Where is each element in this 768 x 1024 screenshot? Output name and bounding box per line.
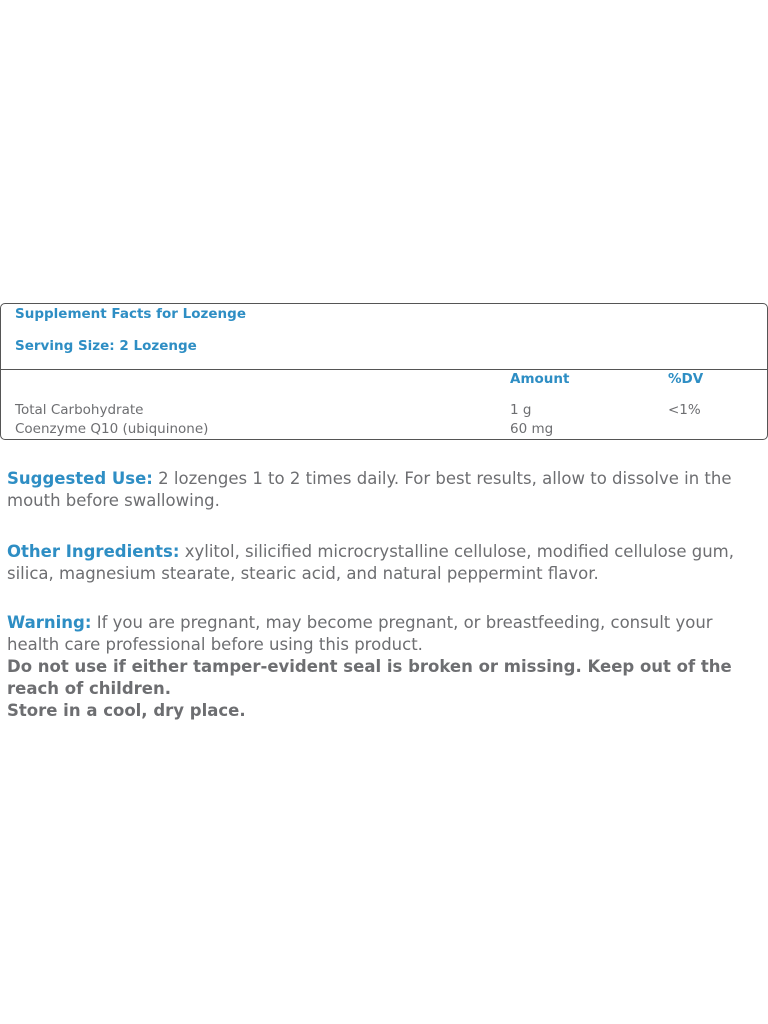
storage-notice: Store in a cool, dry place. [7, 701, 246, 720]
supplement-facts-title: Supplement Facts for Lozenge [15, 306, 246, 322]
nutrient-amount: 60 mg [510, 421, 554, 437]
facts-row-total-carbohydrate [1, 402, 767, 422]
suggested-use-label: Suggested Use: [7, 469, 153, 488]
supplement-facts-panel [0, 303, 768, 440]
suggested-use-text: 2 lozenges 1 to 2 times daily. For best results, allow to dissolve in the mouth before swallowing. [7, 469, 732, 510]
dv-column-header: %DV [668, 371, 704, 387]
other-ingredients-text: xylitol, silicified microcrystalline cellulose, modified cellulose gum, silica, magnesium stearate, stearic acid, and natural peppermint flavor. [7, 542, 734, 583]
warning-label: Warning: [7, 613, 92, 632]
supplement-facts-header [1, 304, 767, 370]
other-ingredients-label: Other Ingredients: [7, 542, 180, 561]
suggested-use-section [7, 468, 765, 512]
other-ingredients-section [7, 541, 765, 585]
nutrient-dv: <1% [668, 402, 701, 418]
amount-column-header: Amount [510, 371, 570, 387]
nutrient-name: Coenzyme Q10 (ubiquinone) [15, 421, 209, 437]
nutrient-amount: 1 g [510, 402, 532, 418]
nutrient-name: Total Carbohydrate [15, 402, 144, 418]
warning-text: If you are pregnant, may become pregnant, or breastfeeding, consult your health care professional before using this product. [7, 613, 713, 654]
warning-section [7, 612, 765, 722]
serving-size: Serving Size: 2 Lozenge [15, 338, 197, 354]
facts-row-coenzyme-q10 [1, 421, 767, 441]
seal-notice: Do not use if either tamper-evident seal is broken or missing. Keep out of the reach of children. [7, 657, 732, 698]
warning-paragraph [7, 612, 765, 656]
